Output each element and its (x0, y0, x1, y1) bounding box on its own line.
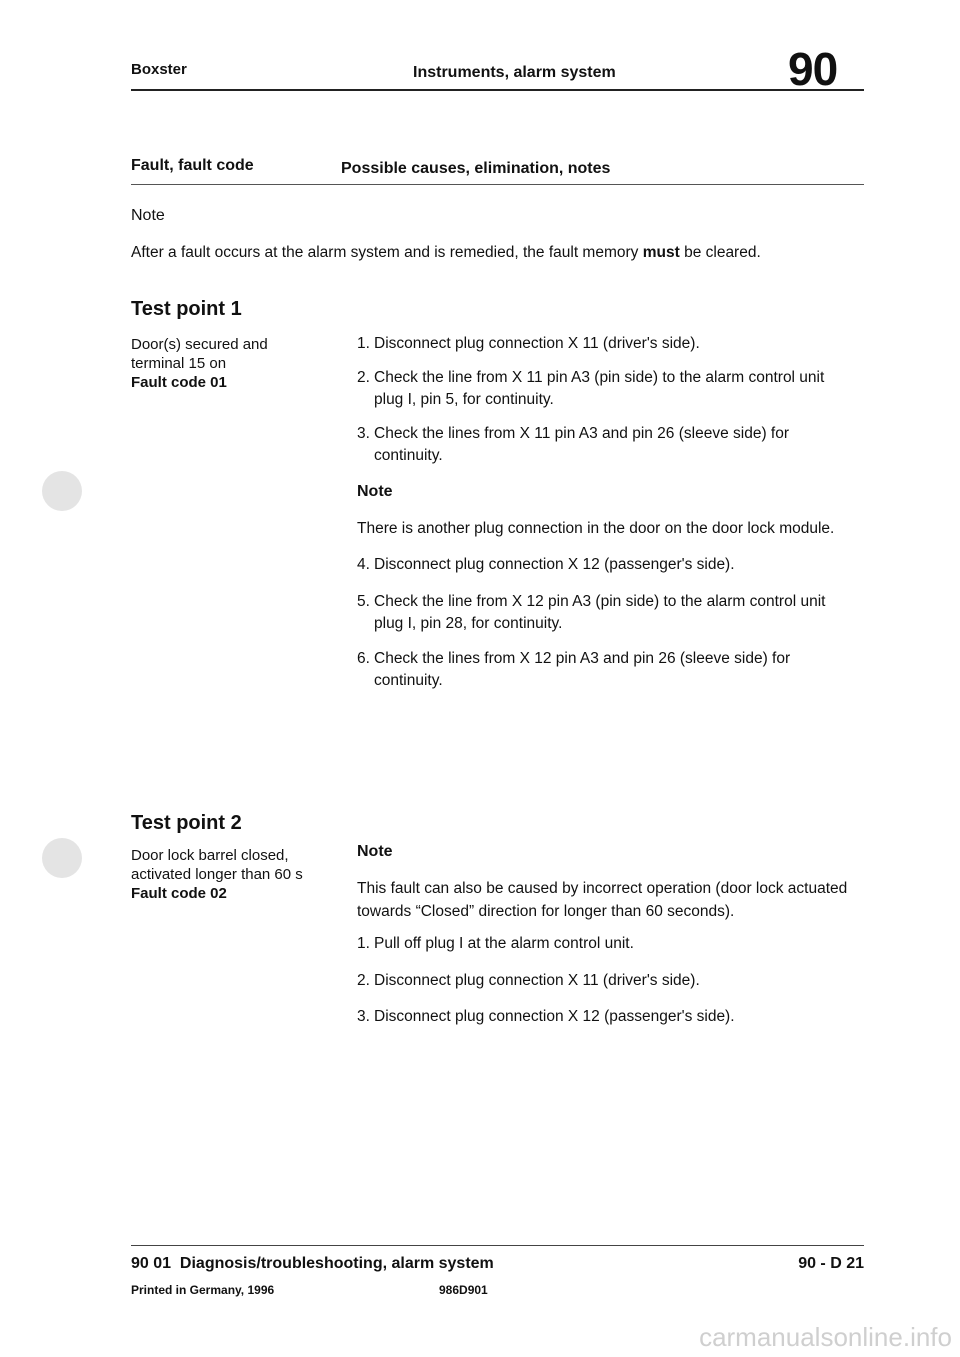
step-text: Check the line from X 12 pin A3 (pin side) to the alarm control unit plug I, pin 28, for continuity. (374, 593, 826, 632)
test-point-2-note-text: This fault can also be caused by incorrect operation (door lock actuated towards “Closed” direction for longer than 60 seconds). (357, 880, 848, 920)
column-heading-fault: Fault, fault code (131, 157, 254, 174)
step-number: 6. (357, 650, 370, 667)
step-item (357, 970, 857, 992)
intro-text-after: be cleared. (684, 244, 761, 261)
footer-printed: Printed in Germany, 1996 (131, 1283, 275, 1297)
footer-chapter: 90 01 Diagnosis/troubleshooting, alarm system (131, 1255, 494, 1272)
fault-code: Fault code 01 (131, 374, 227, 391)
step-item (357, 1006, 857, 1028)
footer-doc-number: 986D901 (439, 1283, 488, 1297)
test-point-1-note-text: There is another plug connection in the door on the door lock module. (357, 520, 835, 537)
step-number: 2. (357, 369, 370, 386)
description-line: Door lock barrel closed, (131, 847, 289, 864)
step-number: 1. (357, 335, 370, 352)
test-point-1-note-label: Note (357, 483, 393, 500)
step-item (357, 423, 857, 467)
step-text: Disconnect plug connection X 12 (passenger's side). (374, 556, 735, 573)
test-point-2-note-label: Note (357, 843, 393, 860)
step-text: Check the lines from X 11 pin A3 and pin 26 (sleeve side) for continuity. (374, 425, 789, 464)
step-text: Check the line from X 11 pin A3 (pin side) to the alarm control unit plug I, pin 5, for continuity. (374, 369, 825, 408)
step-number: 1. (357, 935, 370, 952)
footer-rule (131, 1245, 864, 1246)
intro-text-before: After a fault occurs at the alarm system and is remedied, the fault memory (131, 244, 639, 261)
step-text: Disconnect plug connection X 12 (passenger's side). (374, 1008, 735, 1025)
step-item (357, 591, 857, 635)
intro-note-label: Note (131, 207, 165, 224)
footer-page-number: 90 - D 21 (798, 1255, 864, 1272)
step-number: 3. (357, 425, 370, 442)
binder-hole (42, 471, 82, 511)
description-line: terminal 15 on (131, 355, 227, 372)
step-text: Check the lines from X 12 pin A3 and pin 26 (sleeve side) for continuity. (374, 650, 791, 689)
header-section-title: Instruments, alarm system (413, 64, 616, 81)
test-point-1-title: Test point 1 (131, 298, 242, 320)
test-point-1-description (131, 335, 268, 392)
binder-hole (42, 838, 82, 878)
step-item (357, 554, 857, 576)
step-text: Pull off plug I at the alarm control unit. (374, 935, 634, 952)
header-model: Boxster (131, 61, 187, 78)
step-number: 5. (357, 593, 370, 610)
fault-code: Fault code 02 (131, 885, 227, 902)
watermark: carmanualsonline.info (699, 1322, 952, 1352)
description-line: Door(s) secured and (131, 336, 268, 353)
step-item (357, 933, 857, 955)
column-heading-causes: Possible causes, elimination, notes (341, 160, 611, 177)
intro-text-bold: must (642, 244, 680, 261)
column-rule (131, 184, 864, 185)
step-number: 4. (357, 556, 370, 573)
header-rule (131, 89, 864, 91)
description-line: activated longer than 60 s (131, 866, 303, 883)
step-item (357, 648, 857, 692)
header-group-number: 90 (788, 43, 838, 95)
step-item (357, 333, 857, 355)
step-text: Disconnect plug connection X 11 (driver's side). (374, 972, 700, 989)
step-number: 3. (357, 1008, 370, 1025)
intro-note-text (131, 244, 761, 262)
test-point-2-description (131, 846, 303, 903)
step-text: Disconnect plug connection X 11 (driver's side). (374, 335, 700, 352)
test-point-2-title: Test point 2 (131, 812, 242, 834)
step-item (357, 367, 857, 411)
step-number: 2. (357, 972, 370, 989)
